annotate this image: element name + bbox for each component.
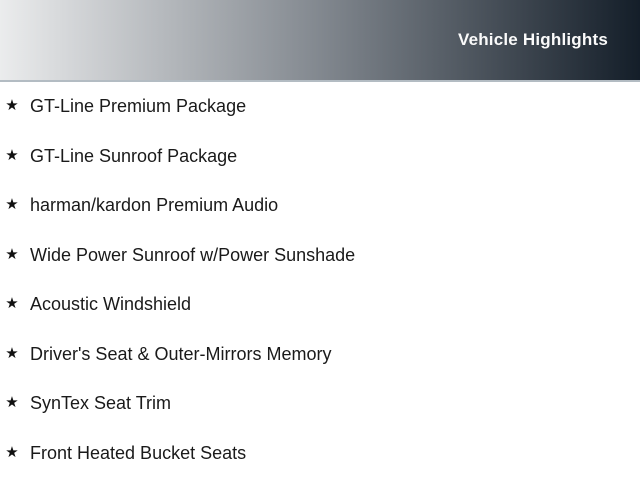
list-item-label: SynTex Seat Trim — [30, 393, 172, 414]
list-item-label: Acoustic Windshield — [30, 294, 192, 315]
list-item-label: Driver's Seat & Outer-Mirrors Memory — [30, 343, 332, 364]
list-item — [0, 181, 640, 231]
panel-title: Vehicle Highlights — [457, 30, 608, 49]
list-item-label: GT-Line Sunroof Package — [30, 145, 238, 166]
vehicle-highlights-header — [0, 0, 640, 82]
list-item-label: Front Heated Bucket Seats — [30, 442, 247, 463]
list-item-label: GT-Line Premium Package — [30, 96, 247, 117]
list-item — [0, 231, 640, 281]
highlights-list — [0, 82, 640, 480]
list-item — [0, 82, 640, 132]
star-icon: ★ — [5, 344, 19, 362]
list-item — [0, 330, 640, 380]
list-item — [0, 280, 640, 330]
list-item-label: harman/kardon Premium Audio — [30, 195, 279, 216]
star-icon: ★ — [5, 97, 19, 115]
star-icon: ★ — [5, 443, 19, 461]
list-item — [0, 132, 640, 182]
star-icon: ★ — [5, 146, 19, 164]
list-item-label: Wide Power Sunroof w/Power Sunshade — [30, 244, 356, 265]
star-icon: ★ — [5, 245, 19, 263]
list-item — [0, 429, 640, 479]
list-item — [0, 379, 640, 429]
star-icon: ★ — [5, 295, 19, 313]
star-icon: ★ — [5, 196, 19, 214]
star-icon: ★ — [5, 394, 19, 412]
